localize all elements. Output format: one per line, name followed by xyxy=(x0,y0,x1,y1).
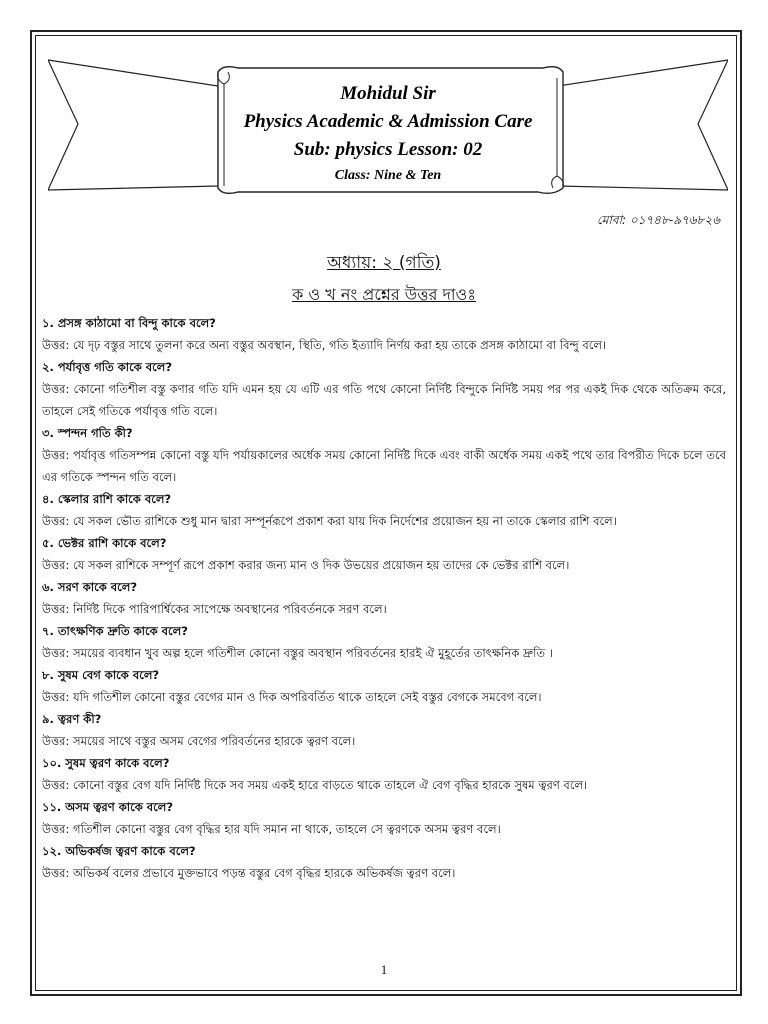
qa-item xyxy=(42,532,726,576)
question: ১০. সুষম ত্বরণ কাকে বলে? xyxy=(42,756,170,770)
answer: উত্তর: যে সকল রাশিকে সম্পূর্ণ রূপে প্রকাশ করার জন্য মান ও দিক উভয়ের প্রয়োজন হয় তাদের কে ভেক্টর রাশি বলে। xyxy=(42,558,570,572)
qa-item xyxy=(42,664,726,708)
qa-item xyxy=(42,422,726,488)
answer: উত্তর: কোনো বস্তুর বেগ যদি নির্দিষ্ট দিকে সব সময় একই হারে বাড়তে থাকে তাহলে ঐ বেগ বৃদ্ধির হারকে সুষম ত্বরণ বলে। xyxy=(42,778,588,792)
question: ৬. সরণ কাকে বলে? xyxy=(42,580,138,594)
answer: উত্তর: যে দৃঢ় বস্তুর সাথে তুলনা করে অন্য বস্তুর অবস্থান, স্থিতি, গতি ইত্যাদি নির্ণয় করা হয় তাকে প্রসঙ্গ কাঠামো বা বিন্দু বলে। xyxy=(42,338,607,352)
qa-item xyxy=(42,488,726,532)
answer: উত্তর: পর্যাবৃত্ত গতিসম্পন্ন কোনো বস্তু যদি পর্যায়কালের অর্ধেক সময় কোনো নির্দিষ্ট দিকে এবং বাকী অর্ধেক সময় একই পথে তার বিপরীত দিকে চলে তবে এর গতিকে স্পন্দন গতি বলে। xyxy=(42,448,726,484)
page-number: 1 xyxy=(380,962,388,977)
question: ৮. সুষম বেগ কাকে বলে? xyxy=(42,668,160,682)
qa-item xyxy=(42,708,726,752)
class-label: Class: Nine & Ten xyxy=(334,168,442,183)
question: ১২. অভিকর্ষজ ত্বরণ কাকে বলে? xyxy=(42,844,196,858)
question: ৫. ভেক্টর রাশি কাকে বলে? xyxy=(42,536,167,550)
question: ২. পর্যাবৃত্ত গতি কাকে বলে? xyxy=(42,360,173,374)
instruction-heading: ক ও খ নং প্রশ্নের উত্তর দাওঃ xyxy=(292,285,476,304)
answer: উত্তর: অভিকর্ষ বলের প্রভাবে মুক্তভাবে পড়ন্ত বস্তুর বেগ বৃদ্ধির হারকে অভিকর্ষজ ত্বরণ বলে। xyxy=(42,866,456,880)
answer: উত্তর: সময়ের সাথে বস্তুর অসম বেগের পরিবর্তনের হারকে ত্বরণ বলে। xyxy=(42,734,356,748)
qa-item xyxy=(42,796,726,840)
qa-item xyxy=(42,576,726,620)
question: ৪. স্কেলার রাশি কাকে বলে? xyxy=(42,492,172,506)
answer: উত্তর: গতিশীল কোনো বস্তুর বেগ বৃদ্ধির হার যদি সমান না থাকে, তাহলে সে ত্বরণকে অসম ত্বরণ বলে। xyxy=(42,822,501,836)
qa-item xyxy=(42,752,726,796)
qa-list xyxy=(42,312,726,884)
answer: উত্তর: কোনো গতিশীল বস্তু কণার গতি যদি এমন হয় যে এটি এর গতি পথে কোনো নির্দিষ্ট বিন্দুকে নির্দিষ্ট সময় পর পর একই দিক থেকে অতিক্রম করে, তাহলে সেই গতিকে পর্যাবৃত্ত গতি বলে। xyxy=(42,382,726,418)
qa-item xyxy=(42,356,726,422)
answer: উত্তর: যে সকল ভৌত রাশিকে শুধু মান দ্বারা সম্পূর্নরূপে প্রকাশ করা যায় দিক নির্দেশের প্রয়োজন হয় না তাকে স্কেলার রাশি বলে। xyxy=(42,514,617,528)
question: ৭. তাৎক্ষণিক দ্রুতি কাকে বলে? xyxy=(42,624,188,638)
answer: উত্তর: সময়ের ব্যবধান খুব অল্প হলে গতিশীল কোনো বস্তুর অবস্থান পরিবর্তনের হারই ঐ মুহূর্তের তাৎক্ষনিক দ্রুতি । xyxy=(42,646,553,660)
phone-number: মোবা: ০১৭৪৮-৯৭৬৮২৬ xyxy=(596,213,720,227)
subject-lesson: Sub: physics Lesson: 02 xyxy=(293,139,483,160)
answer: উত্তর: যদি গতিশীল কোনো বস্তুর বেগের মান ও দিক অপরিবর্তিত থাকে তাহলে সেই বস্তুর বেগকে সমবেগ বলে। xyxy=(42,690,542,704)
qa-item xyxy=(42,312,726,356)
chapter-title: অধ্যায়: ২ (গতি) xyxy=(327,253,441,273)
qa-item xyxy=(42,620,726,664)
answer: উত্তর: নির্দিষ্ট দিকে পারিপার্শ্বিকের সাপেক্ষে অবস্থানের পরিবর্তনকে সরণ বলে। xyxy=(42,602,387,616)
qa-item xyxy=(42,840,726,884)
question: ৯. ত্বরণ কী? xyxy=(42,712,102,726)
academy-name: Physics Academic & Admission Care xyxy=(243,111,533,132)
header-banner xyxy=(48,58,728,208)
question: ৩. স্পন্দন গতি কী? xyxy=(42,426,133,440)
question: ১. প্রসঙ্গ কাঠামো বা বিন্দু কাকে বলে? xyxy=(42,316,216,330)
teacher-name: Mohidul Sir xyxy=(340,83,436,104)
question: ১১. অসম ত্বরণ কাকে বলে? xyxy=(42,800,174,814)
